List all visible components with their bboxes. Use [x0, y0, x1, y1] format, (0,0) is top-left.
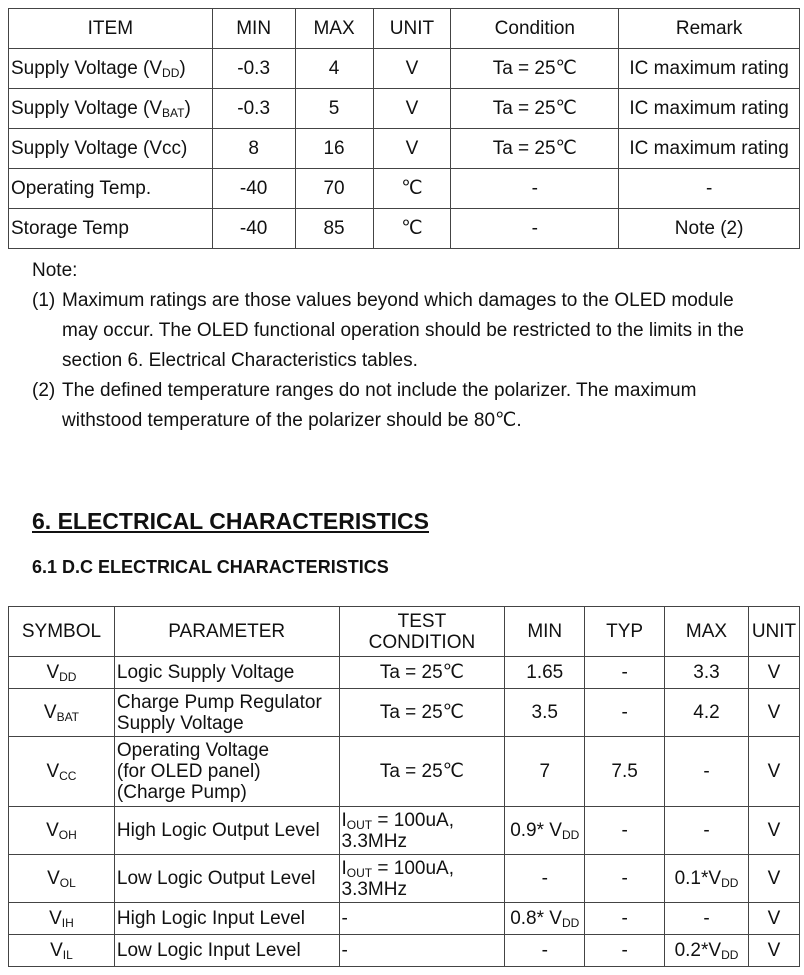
unit-cell: V	[748, 855, 799, 903]
typ-cell: -	[585, 657, 665, 689]
header-condition: Condition	[451, 9, 619, 49]
remark-cell: IC maximum rating	[619, 89, 800, 129]
test-condition-cell: -	[339, 903, 505, 935]
table-row	[9, 689, 800, 737]
note-text: The defined temperature ranges do not include the polarizer. The maximum withstood temperature of the polarizer should be 80℃.	[62, 380, 697, 431]
max-cell: -	[665, 807, 749, 855]
item-cell: Supply Voltage (Vcc)	[9, 129, 213, 169]
unit-cell: V	[373, 49, 451, 89]
max-cell: 70	[295, 169, 373, 209]
min-cell: 3.5	[505, 689, 585, 737]
symbol-cell: $V_{IL}$	[9, 935, 115, 967]
symbol-cell: $V_{DD}$	[9, 657, 115, 689]
table-header-row	[9, 9, 800, 49]
max-cell: 85	[295, 209, 373, 249]
symbol-cell: $V_{CC}$	[9, 737, 115, 807]
note-item	[32, 286, 772, 376]
min-cell: -	[505, 935, 585, 967]
header-max: MAX	[665, 607, 749, 657]
min-cell: 0.9* $V_{DD}$	[505, 807, 585, 855]
min-cell: -40	[212, 169, 295, 209]
max-cell: 4.2	[665, 689, 749, 737]
table-row	[9, 49, 800, 89]
typ-cell: -	[585, 807, 665, 855]
notes-block	[32, 256, 772, 436]
header-max: MAX	[295, 9, 373, 49]
parameter-cell: High Logic Input Level	[114, 903, 339, 935]
table-row	[9, 89, 800, 129]
header-parameter: PARAMETER	[114, 607, 339, 657]
table-row	[9, 169, 800, 209]
condition-cell: Ta = 25℃	[451, 89, 619, 129]
min-cell: 0.8* $V_{DD}$	[505, 903, 585, 935]
max-cell: 16	[295, 129, 373, 169]
item-cell: Supply Voltage $(V_{BAT})$	[9, 89, 213, 129]
item-cell: Storage Temp	[9, 209, 213, 249]
note-number: (2)	[32, 380, 56, 401]
remark-cell: IC maximum rating	[619, 49, 800, 89]
test-condition-cell: $I_{OUT} = 100uA$, 3.3MHz	[339, 807, 505, 855]
parameter-cell: Low Logic Input Level	[114, 935, 339, 967]
remark-cell: Note (2)	[619, 209, 800, 249]
table-row	[9, 129, 800, 169]
unit-cell: V	[748, 903, 799, 935]
unit-cell: V	[748, 807, 799, 855]
typ-cell: -	[585, 903, 665, 935]
unit-cell: ℃	[373, 209, 451, 249]
dc-characteristics-table	[8, 606, 800, 967]
parameter-cell: Logic Supply Voltage	[114, 657, 339, 689]
table-header-row	[9, 607, 800, 657]
symbol-cell: $V_{OH}$	[9, 807, 115, 855]
max-cell: 3.3	[665, 657, 749, 689]
parameter-cell: Charge Pump Regulator Supply Voltage	[114, 689, 339, 737]
item-cell: Operating Temp.	[9, 169, 213, 209]
note-item	[32, 376, 772, 436]
header-remark: Remark	[619, 9, 800, 49]
section-title: 6. ELECTRICAL CHARACTERISTICS	[32, 508, 429, 534]
header-symbol: SYMBOL	[9, 607, 115, 657]
unit-cell: V	[373, 89, 451, 129]
min-cell: -0.3	[212, 49, 295, 89]
symbol-cell: $V_{BAT}$	[9, 689, 115, 737]
max-cell: -	[665, 903, 749, 935]
header-unit: UNIT	[748, 607, 799, 657]
remark-cell: IC maximum rating	[619, 129, 800, 169]
table-row	[9, 737, 800, 807]
test-condition-cell: -	[339, 935, 505, 967]
unit-cell: ℃	[373, 169, 451, 209]
notes-title: Note:	[32, 260, 78, 281]
header-min: MIN	[505, 607, 585, 657]
symbol-cell: $V_{OL}$	[9, 855, 115, 903]
test-condition-cell: Ta = 25℃	[339, 737, 505, 807]
typ-cell: -	[585, 689, 665, 737]
header-unit: UNIT	[373, 9, 451, 49]
max-cell: $0.2*V_{DD}$	[665, 935, 749, 967]
max-cell: 4	[295, 49, 373, 89]
note-number: (1)	[32, 290, 56, 311]
table-row	[9, 209, 800, 249]
subsection-title: 6.1 D.C ELECTRICAL CHARACTERISTICS	[32, 557, 389, 577]
min-cell: 7	[505, 737, 585, 807]
absolute-maximum-ratings-table	[8, 8, 800, 249]
min-cell: -	[505, 855, 585, 903]
unit-cell: V	[748, 657, 799, 689]
parameter-cell: Operating Voltage (for OLED panel) (Charge Pump)	[114, 737, 339, 807]
test-condition-cell: $I_{OUT} = 100uA$, 3.3MHz	[339, 855, 505, 903]
table-row	[9, 903, 800, 935]
unit-cell: V	[748, 689, 799, 737]
item-cell: Supply Voltage $(V_{DD})$	[9, 49, 213, 89]
typ-cell: -	[585, 935, 665, 967]
min-cell: 1.65	[505, 657, 585, 689]
condition-cell: -	[451, 169, 619, 209]
test-condition-cell: Ta = 25℃	[339, 657, 505, 689]
header-min: MIN	[212, 9, 295, 49]
min-cell: -40	[212, 209, 295, 249]
symbol-cell: $V_{IH}$	[9, 903, 115, 935]
parameter-cell: High Logic Output Level	[114, 807, 339, 855]
table-row	[9, 807, 800, 855]
max-cell: 5	[295, 89, 373, 129]
typ-cell: 7.5	[585, 737, 665, 807]
unit-cell: V	[748, 935, 799, 967]
min-cell: -0.3	[212, 89, 295, 129]
table-row	[9, 935, 800, 967]
condition-cell: Ta = 25℃	[451, 129, 619, 169]
unit-cell: V	[373, 129, 451, 169]
parameter-cell: Low Logic Output Level	[114, 855, 339, 903]
test-condition-cell: Ta = 25℃	[339, 689, 505, 737]
max-cell: $0.1*V_{DD}$	[665, 855, 749, 903]
note-text: Maximum ratings are those values beyond which damages to the OLED module may occur. The OLED functional operation should be restricted to the limits in the section 6. Electrical Characteristics tables.	[62, 290, 744, 371]
table-row	[9, 657, 800, 689]
min-cell: 8	[212, 129, 295, 169]
header-test-condition: TEST CONDITION	[339, 607, 505, 657]
header-item: ITEM	[9, 9, 213, 49]
condition-cell: Ta = 25℃	[451, 49, 619, 89]
table-row	[9, 855, 800, 903]
unit-cell: V	[748, 737, 799, 807]
condition-cell: -	[451, 209, 619, 249]
typ-cell: -	[585, 855, 665, 903]
header-typ: TYP	[585, 607, 665, 657]
remark-cell: -	[619, 169, 800, 209]
max-cell: -	[665, 737, 749, 807]
